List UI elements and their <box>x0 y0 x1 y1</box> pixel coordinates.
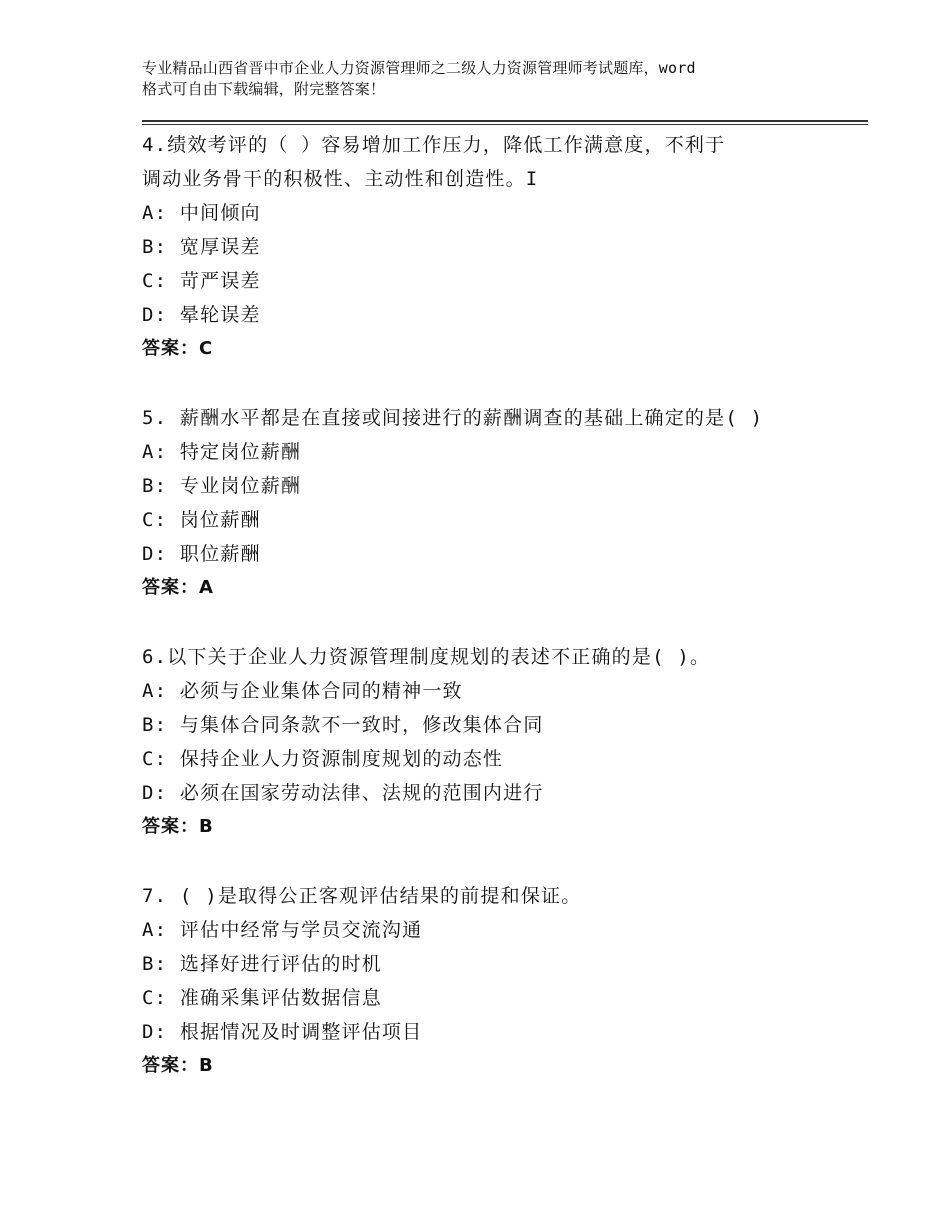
question-stem: 4.绩效考评的（ ）容易增加工作压力，降低工作满意度，不利于 <box>142 134 726 156</box>
option-d: D: 必须在国家劳动法律、法规的范围内进行 <box>142 782 544 804</box>
question-stem: 5. 薪酬水平都是在直接或间接进行的薪酬调查的基础上确定的是( ) <box>142 407 764 429</box>
header-divider <box>142 120 868 125</box>
question-7 <box>142 879 868 1083</box>
option-a: A: 中间倾向 <box>142 202 261 224</box>
header-line-1: 专业精品山西省晋中市企业人力资源管理师之二级人力资源管理师考试题库，word <box>142 59 696 77</box>
option-b: B: 选择好进行评估的时机 <box>142 953 382 975</box>
option-a: A: 必须与企业集体合同的精神一致 <box>142 680 463 702</box>
answer: 答案：B <box>142 816 214 837</box>
option-b: B: 宽厚误差 <box>142 236 261 258</box>
option-b: B: 与集体合同条款不一致时，修改集体合同 <box>142 714 544 736</box>
question-stem: 调动业务骨干的积极性、主动性和创造性。I <box>142 168 539 190</box>
option-c: C: 准确采集评估数据信息 <box>142 987 382 1009</box>
document-header <box>142 58 842 100</box>
question-stem: 7. ( )是取得公正客观评估结果的前提和保证。 <box>142 885 582 907</box>
answer: 答案：B <box>142 1055 214 1076</box>
answer: 答案：C <box>142 338 214 359</box>
option-c: C: 苛严误差 <box>142 270 261 292</box>
header-line-2: 格式可自由下载编辑，附完整答案！ <box>142 80 386 98</box>
option-d: D: 根据情况及时调整评估项目 <box>142 1021 423 1043</box>
question-5 <box>142 401 868 605</box>
option-b: B: 专业岗位薪酬 <box>142 475 302 497</box>
question-6 <box>142 640 868 844</box>
option-d: D: 职位薪酬 <box>142 543 261 565</box>
option-a: A: 特定岗位薪酬 <box>142 441 302 463</box>
document-page <box>142 0 868 1083</box>
option-a: A: 评估中经常与学员交流沟通 <box>142 919 423 941</box>
question-stem: 6.以下关于企业人力资源管理制度规划的表述不正确的是( )。 <box>142 646 711 668</box>
question-4 <box>142 128 868 366</box>
option-c: C: 岗位薪酬 <box>142 509 261 531</box>
option-c: C: 保持企业人力资源制度规划的动态性 <box>142 748 504 770</box>
answer: 答案：A <box>142 577 214 598</box>
option-d: D: 晕轮误差 <box>142 304 261 326</box>
